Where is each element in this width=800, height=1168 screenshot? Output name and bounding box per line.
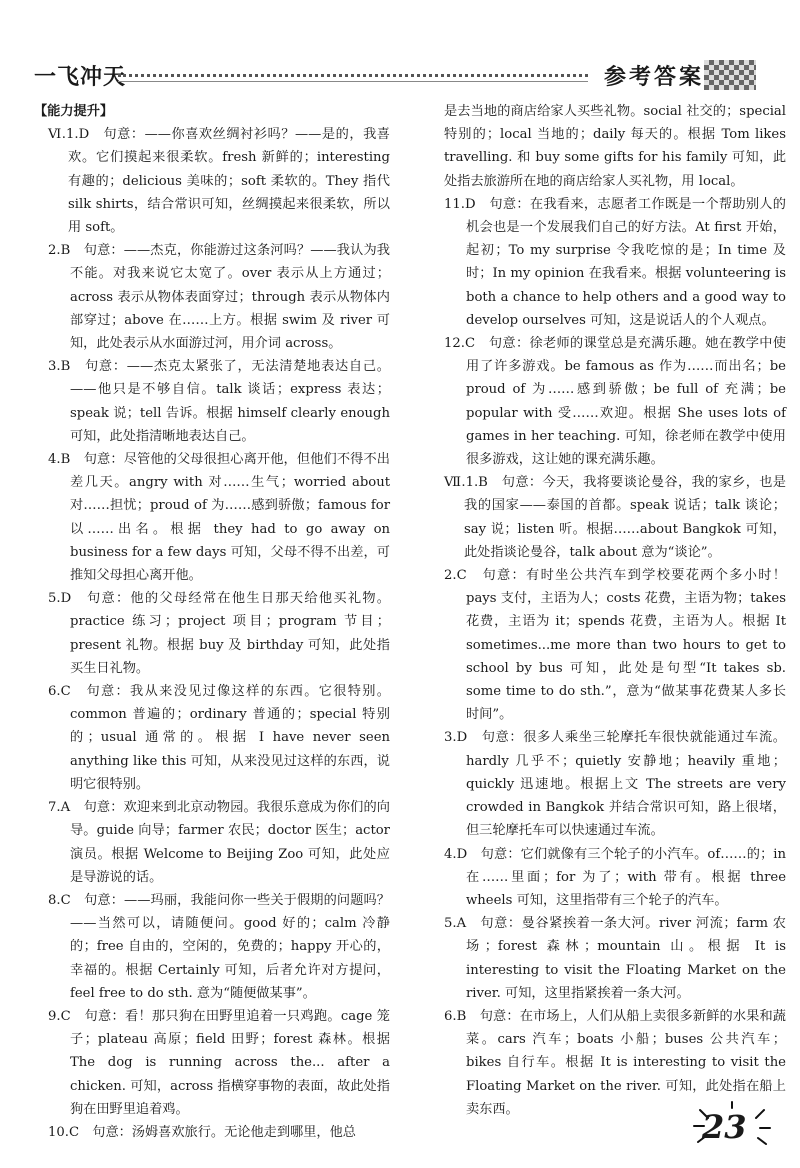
answer-item: 6.C 句意：我从来没见过像这样的东西。它很特别。common 普遍的；ordinary 普通的；special 特别的；usual 通常的。根据 I have never seen anything like this 可知，从来没见过这样的东西，说明它很特别。 [48, 684, 390, 792]
answer-item: 4.D 句意：它们就像有三个轮子的小汽车。of……的；in 在……里面；for 为了；with 带有。根据 three wheels 可知，这里指带有三个轮子的汽车。 [444, 846, 786, 908]
answer-item: 5.A 句意：曼谷紧挨着一条大河。river 河流；farm 农场；forest 森林；mountain 山。根据 It is interesting to visit the Floating Market on the river. 可知，这里指紧挨着一条大河。 [444, 916, 786, 1001]
page-title: 参考答案 [604, 64, 705, 90]
header-rule [118, 81, 588, 82]
checker-decoration [704, 60, 756, 90]
answer-item: Ⅵ.1.D 句意：——你喜欢丝绸衬衫吗？——是的，我喜欢。它们摸起来很柔软。fresh 新鲜的；interesting 有趣的；delicious 美味的；soft 柔软的。They 指代 silk shirts，结合常识可知，丝绸摸起来很柔软，所以用 soft。 [48, 127, 390, 236]
right-column [444, 100, 786, 1121]
answer-item: 3.D 句意：很多人乘坐三轮摩托车很快就能通过车流。hardly 几乎不；quietly 安静地；heavily 重地；quickly 迅速地。根据上文 The streets are very crowded in Bangkok 并结合常识可知，路上很堵，但三轮摩托车可以快速通过车流。 [444, 730, 786, 839]
left-column [34, 100, 390, 1144]
header-dotted-rule [118, 74, 588, 77]
answer-item: 11.D 句意：在我看来，志愿者工作既是一个帮助别人的机会也是一个发展我们自己的好方法。At first 开始，起初；To my surprise 令我吃惊的是；In time 及时；In my opinion 在我看来。根据 volunteering is both a chance to help others and a good way to develop ourselves 可知，这是说话人的个人观点。 [444, 196, 786, 328]
answer-item: 10.C 句意：汤姆喜欢旅行。无论他走到哪里，他总 [48, 1124, 356, 1140]
answer-item: 7.A 句意：欢迎来到北京动物园。我很乐意成为你们的向导。guide 向导；farmer 农民；doctor 医生；actor 演员。根据 Welcome to Beijing Zoo 可知，此处应是导游说的话。 [48, 800, 390, 885]
section-title: 【能力提升】 [34, 104, 114, 119]
answer-item: 是去当地的商店给家人买些礼物。social 社交的；special 特别的；local 当地的；daily 每天的。根据 Tom likes travelling. 和 buy some gifts for his family 可知，此处指去旅游所在地的商店给家人买礼物，用 local。 [444, 104, 786, 189]
answer-item: 12.C 句意：徐老师的课堂总是充满乐趣。她在教学中使用了许多游戏。be famous as 作为……而出名；be proud of 为……感到骄傲；be full of 充满；be popular with 受……欢迎。根据 She uses lots of games in her teaching. 可知，徐老师在教学中使用很多游戏，这让她的课充满乐趣。 [444, 336, 786, 468]
answer-item: 4.B 句意：尽管他的父母很担心离开他，但他们不得不出差几天。angry with 对……生气；worried about 对……担忧；proud of 为……感到骄傲；famous for 以……出名。根据 they had to go away on business for a few days 可知，父母不得不出差，可推知父母担心离开他。 [48, 452, 390, 584]
page-header [0, 0, 800, 100]
answer-item: Ⅶ.1.B 句意：今天，我将要谈论曼谷，我的家乡，也是我的国家——泰国的首都。speak 说话；talk 谈论；say 说；listen 听。根据……about Bangkok 可知，此处指谈论曼谷，talk about 意为“谈论”。 [444, 475, 786, 560]
answer-item: 2.C 句意：有时坐公共汽车到学校要花两个多小时！pays 支付，主语为人；costs 花费，主语为物；takes 花费，主语为 it；spends 花费，主语为人。根据 It sometimes...me more than two hours to get to school by bus 可知，此处是句型“It takes sb. some time to do sth.”，意为“做某事花费某人多长时间”。 [444, 568, 786, 723]
page-number: 23 [702, 1108, 747, 1146]
answer-item: 2.B 句意：——杰克，你能游过这条河吗？——我认为我不能。对我来说它太宽了。over 表示从上方通过；across 表示从物体表面穿过；through 表示从物体内部穿过；above 在……上方。根据 swim 及 river 可知，此处表示从水面游过河，用介词 across。 [48, 243, 390, 352]
answer-item: 8.C 句意：——玛丽，我能问你一些关于假期的问题吗？——当然可以，请随便问。good 好的；calm 冷静的；free 自由的，空闲的，免费的；happy 开心的，幸福的。根据 Certainly 可知，后者允许对方提问，feel free to do sth. 意为“随便做某事”。 [48, 892, 390, 1001]
answer-item: 5.D 句意：他的父母经常在他生日那天给他买礼物。practice 练习；project 项目；program 节目；present 礼物。根据 buy 及 birthday 可知，此处指买生日礼物。 [48, 591, 390, 676]
answer-item: 6.B 句意：在市场上，人们从船上卖很多新鲜的水果和蔬菜。cars 汽车；boats 小船；buses 公共汽车；bikes 自行车。根据 It is interesting to visit the Floating Market on the river. 可知，此处指在船上卖东西。 [444, 1008, 786, 1117]
brand-logo: 一飞冲天 [34, 65, 127, 90]
answer-item: 3.B 句意：——杰克太紧张了，无法清楚地表达自己。——他只是不够自信。talk 谈话；express 表达；speak 说；tell 告诉。根据 himself clearly enough 可知，此处指清晰地表达自己。 [48, 359, 390, 444]
answer-item: 9.C 句意：看！那只狗在田野里追着一只鸡跑。cage 笼子；plateau 高原；field 田野；forest 森林。根据 The dog is running across the... after a chicken. 可知，across 指横穿事物的表面，故此处指狗在田野里追着鸡。 [48, 1008, 390, 1117]
